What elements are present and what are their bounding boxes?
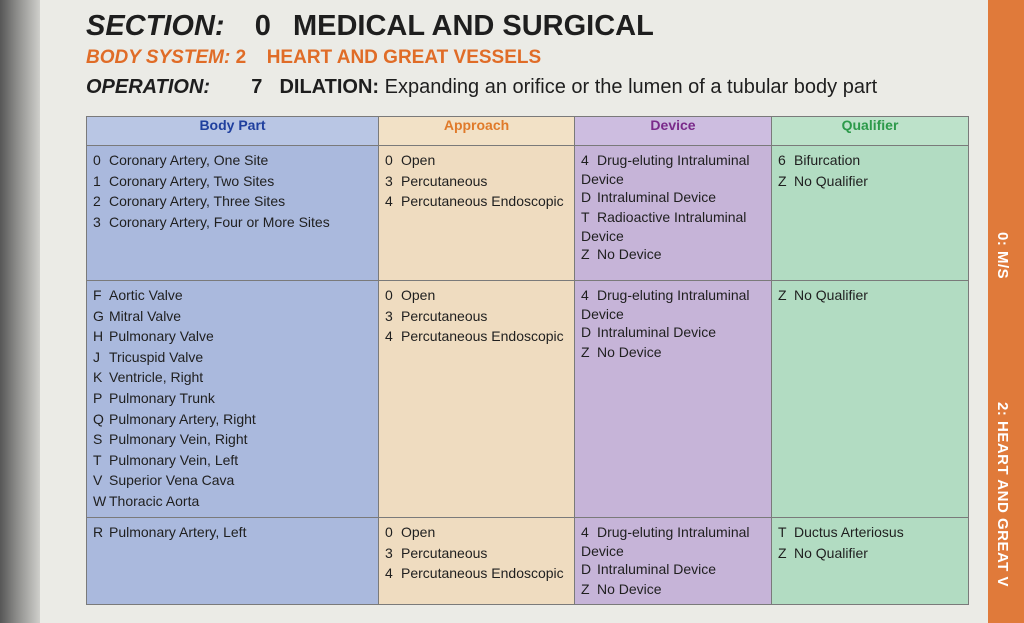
item-text: Percutaneous Endoscopic (401, 565, 564, 582)
item-code: K (93, 369, 103, 386)
side-tab-system-text: 2: HEART AND GREAT V (994, 402, 1011, 588)
section-label: SECTION: (86, 10, 225, 42)
section-code: 0 (254, 10, 271, 42)
item-text: Bifurcation (794, 152, 861, 168)
list-item (93, 470, 372, 491)
item-code: 4 (385, 193, 393, 210)
list-item (93, 326, 372, 347)
item-code: Z (581, 581, 590, 598)
operation-heading (86, 76, 877, 99)
item-text: Superior Vena Cava (109, 472, 235, 489)
item-text: Pulmonary Vein, Left (109, 451, 239, 468)
table-row (87, 518, 969, 605)
operation-code: 7 (251, 76, 263, 98)
item-text: Coronary Artery, Four or More Sites (109, 213, 330, 230)
item-text: No Device (597, 245, 662, 262)
item-code: H (93, 328, 104, 345)
item-code: 1 (93, 172, 101, 189)
operation-name: DILATION: (279, 76, 380, 98)
item-code: 4 (581, 524, 589, 540)
list-item (93, 409, 372, 430)
list-item (385, 191, 568, 212)
item-text: Percutaneous Endoscopic (401, 328, 564, 345)
item-code: R (93, 524, 104, 540)
qualifier-cell (772, 518, 969, 605)
book-spine (0, 0, 40, 623)
list-item (385, 563, 568, 584)
list-item (581, 285, 765, 306)
body-part-cell (87, 518, 379, 605)
list-item (93, 306, 372, 327)
item-text: Drug-eluting Intraluminal (597, 287, 750, 303)
item-code: 3 (385, 172, 393, 189)
item-text: Percutaneous (401, 307, 488, 324)
list-item (581, 187, 765, 208)
list-item (93, 150, 372, 171)
list-item (93, 212, 372, 233)
list-item (93, 522, 372, 543)
item-text: Intraluminal Device (597, 323, 717, 340)
item-text: No Device (597, 581, 662, 598)
item-code: 3 (385, 544, 393, 561)
device-cell (575, 518, 772, 605)
item-code: Z (778, 172, 787, 189)
list-item (93, 347, 372, 368)
body-system-label: BODY SYSTEM: (86, 47, 231, 68)
item-code: 0 (385, 287, 393, 303)
list-item (778, 150, 962, 171)
list-item (385, 522, 568, 543)
item-code: 4 (385, 565, 393, 582)
list-item (385, 543, 568, 564)
item-text: Coronary Artery, One Site (109, 152, 269, 168)
section-heading (86, 10, 654, 43)
item-text-continuation: Device (581, 305, 624, 322)
list-item (778, 285, 962, 306)
body-system-code: 2 (235, 47, 247, 68)
list-item (385, 306, 568, 327)
header-device: Device (575, 117, 772, 146)
item-code: 3 (385, 307, 393, 324)
device-cell (575, 146, 772, 281)
item-text: Mitral Valve (109, 307, 182, 324)
item-text: Tricuspid Valve (109, 348, 204, 365)
item-text: Intraluminal Device (597, 188, 717, 205)
list-item (385, 285, 568, 306)
list-item (581, 522, 765, 543)
item-text-continuation: Device (581, 542, 624, 559)
approach-cell (379, 518, 575, 605)
item-code: G (93, 307, 104, 324)
item-text: Open (401, 524, 436, 540)
item-text: Coronary Artery, Two Sites (109, 172, 275, 189)
list-item (93, 191, 372, 212)
list-item (581, 207, 765, 228)
list-item (93, 429, 372, 450)
table-header-row (87, 117, 969, 146)
item-code: T (778, 524, 787, 540)
item-code: 0 (385, 524, 393, 540)
item-code: Z (581, 344, 590, 361)
item-code: 3 (93, 213, 101, 230)
item-text: Pulmonary Artery, Left (109, 524, 247, 540)
item-text: No Qualifier (794, 287, 868, 303)
item-text: Open (401, 287, 436, 303)
item-text: Coronary Artery, Three Sites (109, 193, 286, 210)
header-qualifier: Qualifier (772, 117, 969, 146)
list-item (93, 491, 372, 512)
item-code: 4 (581, 152, 589, 168)
item-text: Pulmonary Artery, Right (109, 410, 256, 427)
chapter-side-tab (988, 0, 1024, 623)
list-item (581, 150, 765, 171)
list-item (385, 150, 568, 171)
item-code: 0 (93, 152, 101, 168)
section-name: MEDICAL AND SURGICAL (292, 10, 654, 42)
table-row (87, 146, 969, 281)
list-item (93, 388, 372, 409)
list-item (93, 171, 372, 192)
list-item (93, 367, 372, 388)
list-item (778, 171, 962, 192)
item-code: D (581, 560, 592, 577)
item-code: Z (778, 544, 787, 561)
item-code: 4 (385, 328, 393, 345)
list-item (778, 543, 962, 564)
list-item (93, 285, 372, 306)
list-item (581, 244, 765, 265)
item-code: V (93, 472, 103, 489)
item-text: Percutaneous (401, 544, 488, 561)
item-code: W (93, 492, 107, 509)
list-item (581, 322, 765, 343)
header-body-part: Body Part (87, 117, 379, 146)
item-code: T (93, 451, 102, 468)
item-text-continuation: Device (581, 170, 624, 187)
list-item (778, 522, 962, 543)
item-code: Z (581, 245, 590, 262)
item-code: 2 (93, 193, 101, 210)
body-part-cell (87, 281, 379, 518)
device-cell (575, 281, 772, 518)
item-code: 6 (778, 152, 786, 168)
list-item (581, 559, 765, 580)
list-item (581, 579, 765, 600)
item-text: Pulmonary Valve (109, 328, 214, 345)
item-text: Ventricle, Right (109, 369, 204, 386)
body-system-name: HEART AND GREAT VESSELS (266, 47, 542, 68)
header-approach: Approach (379, 117, 575, 146)
item-text: No Qualifier (794, 544, 868, 561)
qualifier-cell (772, 281, 969, 518)
item-text: Radioactive Intraluminal (597, 209, 747, 226)
item-text-continuation: Device (581, 227, 624, 244)
side-tab-section-text: 0: M/S (994, 232, 1011, 280)
item-code: T (581, 209, 590, 226)
item-code: 0 (385, 152, 393, 168)
item-text: Thoracic Aorta (109, 492, 200, 509)
item-code: P (93, 389, 103, 406)
item-text: Intraluminal Device (597, 560, 717, 577)
item-text: Percutaneous Endoscopic (401, 193, 564, 210)
item-text: Drug-eluting Intraluminal (597, 152, 750, 168)
table-row (87, 281, 969, 518)
item-text: Pulmonary Trunk (109, 389, 215, 406)
item-text: No Qualifier (794, 172, 868, 189)
code-table (86, 116, 969, 605)
body-system-heading (86, 47, 541, 69)
item-code: 4 (581, 287, 589, 303)
item-code: J (93, 348, 100, 365)
body-part-cell (87, 146, 379, 281)
item-text: Aortic Valve (109, 287, 183, 303)
item-code: Z (778, 287, 787, 303)
approach-cell (379, 146, 575, 281)
item-code: D (581, 323, 592, 340)
qualifier-cell (772, 146, 969, 281)
list-item (581, 342, 765, 363)
approach-cell (379, 281, 575, 518)
list-item (93, 450, 372, 471)
item-text: Open (401, 152, 436, 168)
operation-label: OPERATION: (86, 76, 211, 98)
item-text: Percutaneous (401, 172, 488, 189)
item-code: D (581, 188, 592, 205)
item-text: Pulmonary Vein, Right (109, 431, 248, 448)
item-code: S (93, 431, 103, 448)
item-text: Drug-eluting Intraluminal (597, 524, 750, 540)
item-text: Ductus Arteriosus (794, 524, 904, 540)
operation-definition: Expanding an orifice or the lumen of a tubular body part (384, 76, 878, 98)
item-text: No Device (597, 344, 662, 361)
list-item (385, 171, 568, 192)
list-item (385, 326, 568, 347)
item-code: F (93, 287, 102, 303)
item-code: Q (93, 410, 104, 427)
